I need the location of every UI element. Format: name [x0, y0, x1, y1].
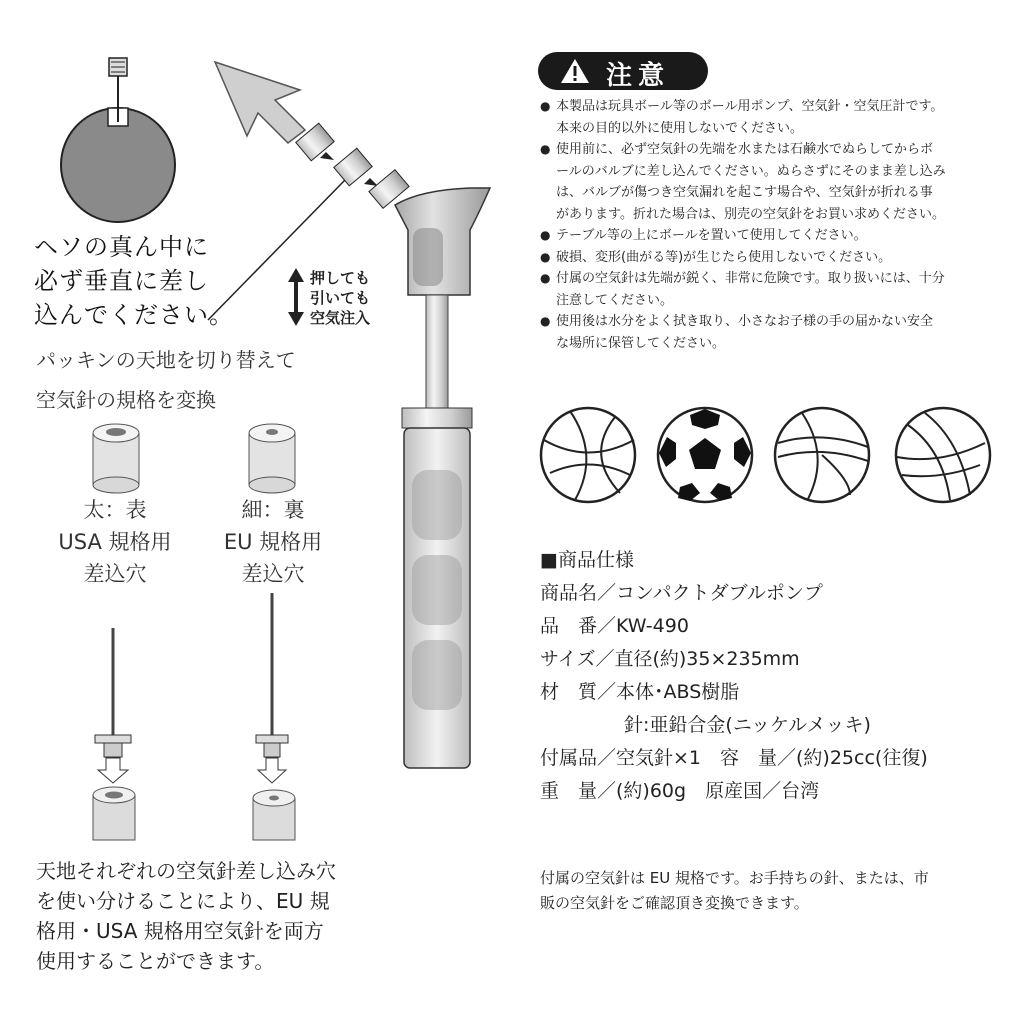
gasket-text-line: パッキンの天地を切り替えて	[36, 348, 296, 372]
caution-item: ● 使用前に、必ず空気針の先端を水または石鹸水でぬらしてからボ ールのバルブに差し込んでください。ぬらさずにそのまま差し込み は、バルブが傷つき空気漏れを起こす場合や、空気針が折れる事 があります。折れた場合は、別売の空気針をお買い求めください。	[540, 139, 1000, 225]
bottom-left-line: 天地それぞれの空気針差し込み穴	[36, 859, 336, 883]
spec-material: 材 質／本体･ABS樹脂	[540, 681, 740, 703]
warning-icon	[560, 58, 590, 84]
push-pull-label	[310, 268, 370, 328]
push-pull-line: 引いても	[310, 289, 371, 307]
thin-label-line: 細：裏	[241, 498, 305, 522]
caution-item: ● 使用後は水分をよく拭き取り、小さなお子様の手の届かない安全 な場所に保管してください。	[540, 311, 1000, 354]
push-pull-line: 空気注入	[310, 309, 371, 327]
spec-accessory: 付属品／空気針×1 容 量／(約)25cc(往復)	[540, 747, 928, 769]
spec-heading: ■商品仕様	[540, 549, 634, 571]
bottom-left-line: を使い分けることにより、EU 規	[36, 889, 330, 913]
spec-weight: 重 量／(約)60g 原産国／台湾	[540, 780, 820, 802]
gasket-thick	[93, 424, 139, 493]
spec-number: 品 番／KW-490	[540, 615, 689, 637]
bottom-left-line: 使用することができます。	[36, 949, 275, 973]
needle-note	[540, 866, 1000, 916]
thick-label-line: 差込穴	[83, 562, 147, 586]
volleyball-icon	[896, 408, 990, 502]
thin-label-line: EU 規格用	[223, 530, 323, 554]
needle-note-line: 付属の空気針は EU 規格です。お手持ちの針、または、市	[540, 869, 929, 887]
valve-instruction-line: 込んでください。	[34, 301, 234, 329]
valve-instruction-line: ヘソの真ん中に	[34, 233, 209, 261]
basketball-icon	[541, 408, 635, 502]
push-pull-line: 押しても	[310, 269, 371, 287]
caution-item: ● 付属の空気針は先端が鋭く、非常に危険です。取り扱いには、十分 注意してください。	[540, 268, 1000, 311]
caution-item: ● テーブル等の上にボールを置いて使用してください。	[540, 225, 1000, 247]
caution-item: ● 本製品は玩具ボール等のボール用ポンプ、空気針・空気圧計です。 本来の目的以外に使用しないでください。	[540, 96, 1000, 139]
spec-material-needle: 針:亜鉛合金(ニッケルメッキ)	[624, 714, 871, 736]
valve-instruction	[34, 230, 234, 332]
bottom-left-line: 格用・USA 規格用空気針を両方	[36, 919, 324, 943]
product-spec	[540, 544, 1010, 808]
volleyball-icon	[775, 408, 869, 502]
soccer-ball-icon	[658, 408, 752, 502]
thin-label-line: 差込穴	[241, 562, 305, 586]
caution-item: ● 破損、変形(曲がる等)が生じたら使用しないでください。	[540, 247, 1000, 269]
caution-list	[540, 96, 1000, 354]
gasket-text-line: 空気針の規格を変換	[36, 388, 216, 412]
gasket-text	[36, 340, 296, 420]
needle-note-line: 販の空気針をご確認頂き変換できます。	[540, 894, 809, 912]
thick-label-line: 太：表	[83, 498, 147, 522]
thin-label	[198, 494, 348, 590]
valve-instruction-line: 必ず垂直に差し	[34, 267, 209, 295]
caution-heading	[538, 52, 708, 90]
airflow-arrow	[215, 62, 305, 143]
spec-size: サイズ／直径(約)35×235mm	[540, 648, 800, 670]
gasket-thin	[249, 424, 295, 493]
thick-label	[40, 494, 190, 590]
spec-name: 商品名／コンパクトダブルポンプ	[540, 582, 823, 604]
caution-title: 注意	[606, 61, 671, 91]
ball-icons	[530, 395, 1010, 515]
thick-label-line: USA 規格用	[58, 530, 172, 554]
bottom-left-text	[36, 856, 336, 976]
